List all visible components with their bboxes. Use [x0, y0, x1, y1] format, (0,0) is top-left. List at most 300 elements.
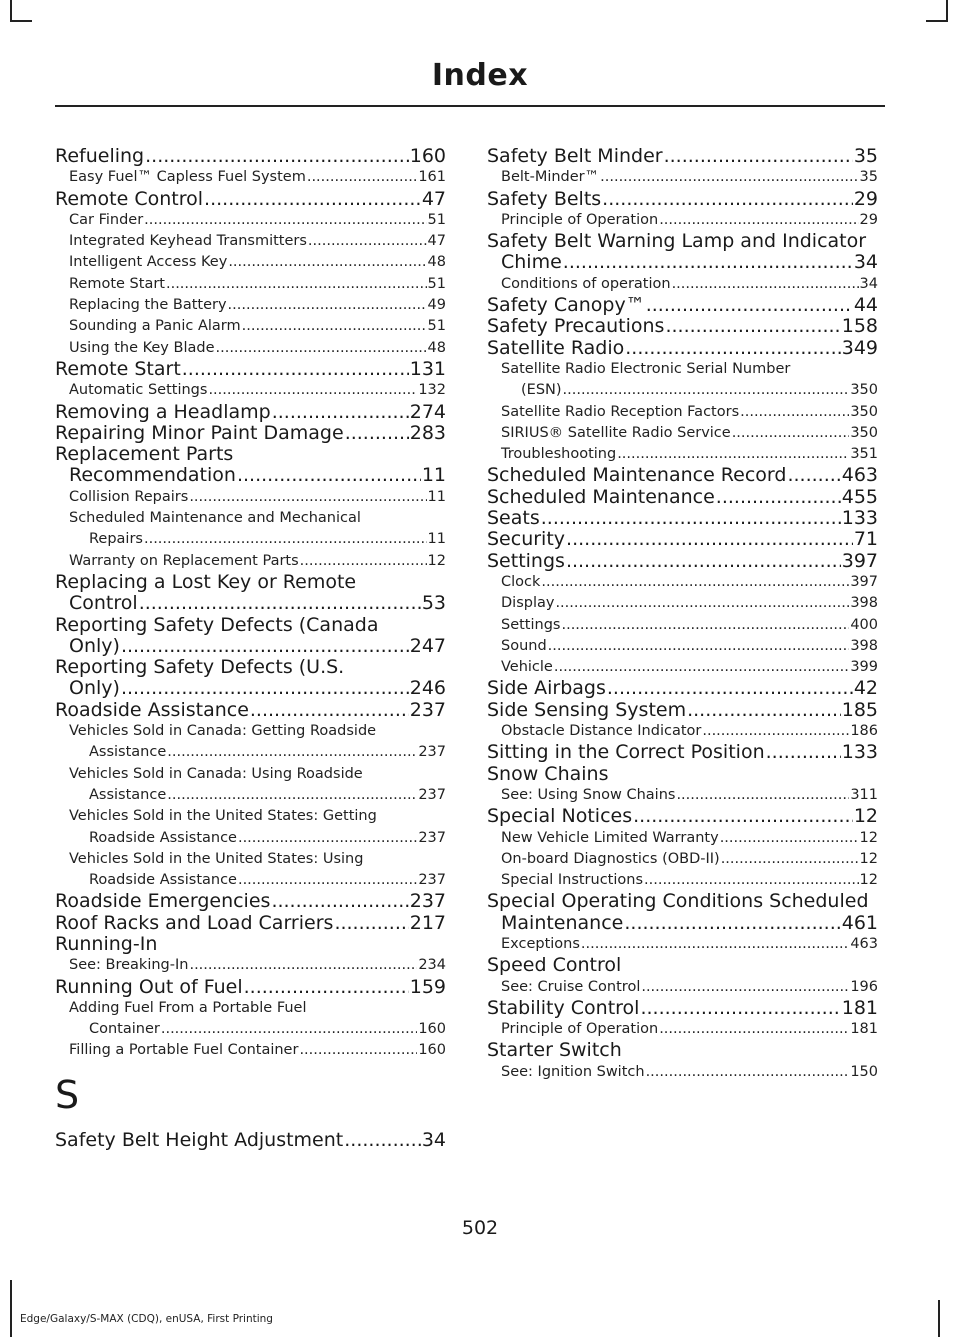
- dot-leader: [602, 189, 853, 210]
- page-ref: 48: [427, 339, 446, 356]
- dot-leader: [740, 402, 849, 423]
- page-ref: 51: [427, 211, 446, 228]
- dot-leader: [308, 231, 427, 252]
- dot-leader: [299, 1040, 417, 1061]
- dot-leader: [676, 785, 849, 806]
- dot-leader: [624, 913, 840, 934]
- dot-leader: [566, 529, 853, 550]
- index-subentry: [55, 721, 446, 764]
- entry-row: [487, 551, 878, 572]
- index-entry: [55, 700, 446, 721]
- dot-leader: [307, 167, 417, 188]
- index-entry: [487, 295, 878, 316]
- dot-leader: [625, 338, 840, 359]
- entry-row: [487, 487, 878, 508]
- entry-row: [55, 423, 446, 444]
- entry-row: [487, 742, 878, 763]
- entry-title: Security: [487, 528, 566, 551]
- dot-leader: [787, 465, 840, 486]
- footer-text: Edge/Galaxy/S-MAX (CDQ), enUSA, First Printing: [20, 1313, 273, 1325]
- page-ref: 34: [421, 1128, 446, 1151]
- entry-title: Using the Key Blade: [69, 339, 215, 356]
- dot-leader: [204, 189, 421, 210]
- entry-row: [55, 700, 446, 721]
- entry-title: Principle of Operation: [501, 211, 659, 228]
- index-column-right: [487, 146, 878, 1083]
- index-entry: [487, 700, 878, 721]
- entry-row: [487, 146, 878, 167]
- dot-leader: [563, 380, 850, 401]
- entry-title: See: Breaking-In: [69, 957, 189, 974]
- dot-leader: [563, 252, 853, 273]
- dot-leader: [641, 977, 849, 998]
- index-subentry: [487, 359, 878, 402]
- entry-row: [69, 167, 446, 188]
- entry-title: Remote Start: [55, 357, 181, 380]
- entry-title: Seats: [487, 507, 540, 530]
- index-entry: [487, 551, 878, 572]
- dot-leader: [665, 316, 840, 337]
- dot-leader: [732, 423, 850, 444]
- page-ref: 34: [853, 251, 878, 274]
- entry-title-line: Vehicles Sold in the United States: Using: [69, 850, 364, 867]
- entry-row: [55, 465, 446, 486]
- page-ref: 12: [853, 805, 878, 828]
- index-entry: [55, 402, 446, 423]
- index-subentry: [55, 210, 446, 231]
- dot-leader: [167, 785, 417, 806]
- index-subentry: [487, 870, 878, 891]
- index-entry: [487, 998, 878, 1019]
- entry-title-line: Vehicles Sold in the United States: Getting: [69, 808, 377, 825]
- page-ref: 161: [418, 169, 446, 186]
- page-ref: 397: [850, 573, 878, 590]
- entry-row: [487, 338, 878, 359]
- entry-title-line: Running-In: [55, 932, 158, 955]
- dot-leader: [271, 891, 408, 912]
- entry-row: [55, 678, 446, 699]
- entry-title: Vehicle: [501, 659, 553, 676]
- entry-title: Only): [69, 634, 120, 657]
- entry-row: [55, 1130, 446, 1151]
- page-number: 502: [461, 1217, 499, 1239]
- index-entry: [55, 891, 446, 912]
- entry-title: Assistance: [89, 744, 167, 761]
- dot-leader: [644, 870, 859, 891]
- entry-title-line: Reporting Safety Defects (Canada: [55, 613, 379, 636]
- crop-mark-top-right-v: [946, 0, 948, 22]
- entry-title: Integrated Keyhead Transmitters: [69, 233, 307, 250]
- entry-row: [69, 487, 446, 508]
- dot-leader: [216, 338, 427, 359]
- dot-leader: [189, 955, 417, 976]
- index-entry: [487, 316, 878, 337]
- entry-row: [501, 1062, 878, 1083]
- dot-leader: [344, 1130, 421, 1151]
- entry-row: [501, 402, 878, 423]
- dot-leader: [334, 913, 408, 934]
- index-subentry: [55, 380, 446, 401]
- index-subentry: [487, 977, 878, 998]
- index-subentry: [487, 572, 878, 593]
- index-subentry: [487, 636, 878, 657]
- entry-row: [55, 359, 446, 380]
- index-entry: [55, 444, 446, 487]
- page-ref: 131: [409, 357, 446, 380]
- entry-title: Satellite Radio: [487, 336, 625, 359]
- entry-title: Satellite Radio Reception Factors: [501, 403, 740, 420]
- entry-title-line: Starter Switch: [487, 1039, 622, 1062]
- entry-title: Belt-Minder™: [501, 169, 600, 186]
- page-ref: 237: [418, 744, 446, 761]
- entry-title: Roadside Assistance: [89, 829, 237, 846]
- index-subentry: [487, 1019, 878, 1040]
- entry-title: Repairing Minor Paint Damage: [55, 421, 344, 444]
- entry-row: [487, 913, 878, 934]
- page-ref: 351: [850, 446, 878, 463]
- crop-mark-top-left-v: [10, 0, 12, 22]
- entry-row: [501, 274, 878, 295]
- index-subentry: [487, 1062, 878, 1083]
- dot-leader: [555, 593, 849, 614]
- header-rule: [55, 105, 885, 107]
- dot-leader: [208, 380, 417, 401]
- index-subentry: [55, 274, 446, 295]
- entry-title: Side Airbags: [487, 677, 606, 700]
- dot-leader: [687, 700, 841, 721]
- entry-row: [69, 955, 446, 976]
- index-subentry: [487, 615, 878, 636]
- entry-row: [501, 167, 878, 188]
- entry-title: Roof Racks and Load Carriers: [55, 911, 334, 934]
- entry-row: [55, 402, 446, 423]
- index-entry: [487, 487, 878, 508]
- dot-leader: [166, 274, 427, 295]
- entry-row: [487, 998, 878, 1019]
- entry-title: Running Out of Fuel: [55, 975, 243, 998]
- index-entry: [487, 806, 878, 827]
- page-ref: 463: [850, 935, 878, 952]
- entry-title: Roadside Assistance: [55, 698, 249, 721]
- entry-row: [501, 423, 878, 444]
- dot-leader: [139, 593, 421, 614]
- page-ref: 311: [850, 786, 878, 803]
- index-entry: [487, 338, 878, 359]
- page-ref: 49: [427, 297, 446, 314]
- entry-row: [69, 252, 446, 273]
- page-ref: 237: [418, 872, 446, 889]
- entry-title: Scheduled Maintenance Record: [487, 464, 787, 487]
- entry-title: Remote Control: [55, 187, 204, 210]
- dot-leader: [640, 998, 840, 1019]
- page-ref: 29: [853, 187, 878, 210]
- entry-row: [487, 295, 878, 316]
- dot-leader: [244, 977, 409, 998]
- entry-title: Clock: [501, 573, 541, 590]
- entry-title-line: Scheduled Maintenance and Mechanical: [69, 510, 361, 527]
- entry-title: Filling a Portable Fuel Container: [69, 1042, 299, 1059]
- entry-title: Stability Control: [487, 996, 640, 1019]
- index-subentry: [55, 955, 446, 976]
- index-entry: [487, 764, 878, 785]
- entry-row: [55, 891, 446, 912]
- entry-row: [69, 274, 446, 295]
- index-subentry: [55, 849, 446, 892]
- page-ref: 150: [850, 1063, 878, 1080]
- index-subentry: [55, 338, 446, 359]
- dot-leader: [721, 849, 859, 870]
- entry-title: On-board Diagnostics (OBD-II): [501, 850, 720, 867]
- entry-row: [501, 593, 878, 614]
- entry-title: Conditions of operation: [501, 275, 671, 292]
- entry-title: See: Ignition Switch: [501, 1063, 645, 1080]
- entry-row: [487, 508, 878, 529]
- index-subentry: [55, 316, 446, 337]
- entry-title: Roadside Assistance: [89, 872, 237, 889]
- entry-title: Intelligent Access Key: [69, 254, 228, 271]
- index-subentry: [55, 295, 446, 316]
- dot-leader: [144, 210, 426, 231]
- page-ref: 160: [418, 1042, 446, 1059]
- entry-row: [55, 189, 446, 210]
- entry-row: [55, 913, 446, 934]
- index-subentry: [487, 657, 878, 678]
- entry-title: Principle of Operation: [501, 1021, 659, 1038]
- index-entry: [487, 742, 878, 763]
- page-ref: 455: [841, 485, 878, 508]
- page-ref: 237: [418, 829, 446, 846]
- index-subentry: [487, 721, 878, 742]
- page-ref: 350: [850, 403, 878, 420]
- dot-leader: [182, 359, 409, 380]
- dot-leader: [672, 274, 859, 295]
- index-subentry: [487, 785, 878, 806]
- entry-row: [55, 593, 446, 614]
- page-title: Index: [431, 58, 529, 93]
- page-ref: 29: [859, 211, 878, 228]
- dot-leader: [633, 806, 853, 827]
- entry-row: [501, 870, 878, 891]
- page-ref: 234: [418, 957, 446, 974]
- index-subentry: [487, 849, 878, 870]
- dot-leader: [345, 423, 409, 444]
- page-ref: 397: [841, 549, 878, 572]
- page-ref: 274: [409, 400, 446, 423]
- dot-leader: [720, 828, 859, 849]
- entry-row: [487, 678, 878, 699]
- dot-leader: [189, 487, 426, 508]
- page-ref: 398: [850, 637, 878, 654]
- entry-title: Sitting in the Correct Position: [487, 741, 765, 764]
- index-entry: [487, 678, 878, 699]
- page-ref: 133: [841, 741, 878, 764]
- page-ref: 51: [427, 275, 446, 292]
- entry-title: Exceptions: [501, 935, 580, 952]
- page-ref: 160: [418, 1021, 446, 1038]
- page-ref: 42: [853, 677, 878, 700]
- dot-leader: [659, 210, 858, 231]
- entry-title-line: Safety Belt Warning Lamp and Indicator: [487, 230, 867, 253]
- page-ref: 12: [859, 829, 878, 846]
- entry-title: Display: [501, 595, 555, 612]
- entry-title-line: Replacement Parts: [55, 443, 234, 466]
- dot-leader: [121, 678, 409, 699]
- crop-mark-bottom-right-v: [938, 1300, 940, 1337]
- crop-mark-top-right-h: [926, 20, 948, 22]
- index-entry: [487, 231, 878, 274]
- index-subentry: [55, 1040, 446, 1061]
- dot-leader: [659, 1019, 849, 1040]
- dot-leader: [242, 316, 427, 337]
- index-subentry: [487, 593, 878, 614]
- entry-title: Special Notices: [487, 805, 633, 828]
- page-ref: 400: [850, 616, 878, 633]
- dot-leader: [581, 934, 849, 955]
- entry-row: [69, 1019, 446, 1040]
- page-ref: 132: [418, 382, 446, 399]
- page-ref: 461: [841, 911, 878, 934]
- index-subentry: [55, 252, 446, 273]
- entry-title: Collision Repairs: [69, 488, 189, 505]
- dot-leader: [272, 402, 409, 423]
- page-ref: 185: [841, 698, 878, 721]
- entry-title: Sound: [501, 637, 547, 654]
- entry-row: [501, 849, 878, 870]
- page-ref: 12: [859, 850, 878, 867]
- index-entry: [487, 465, 878, 486]
- crop-mark-bottom-left-v: [10, 1280, 12, 1337]
- entry-title-line: Reporting Safety Defects (U.S.: [55, 656, 345, 679]
- page-ref: 12: [859, 872, 878, 889]
- page-ref: 237: [409, 698, 446, 721]
- entry-title-line: Special Operating Conditions Scheduled: [487, 890, 869, 913]
- index-subentry: [487, 402, 878, 423]
- entry-title: Refueling: [55, 145, 145, 167]
- index-subentry: [487, 828, 878, 849]
- entry-title: Obstacle Distance Indicator: [501, 723, 702, 740]
- entry-title-line: Satellite Radio Electronic Serial Number: [501, 360, 791, 377]
- entry-row: [501, 1019, 878, 1040]
- dot-leader: [237, 465, 421, 486]
- entry-title: Car Finder: [69, 211, 144, 228]
- entry-row: [487, 189, 878, 210]
- page-ref: 35: [853, 145, 878, 167]
- entry-row: [69, 742, 446, 763]
- entry-title: Safety Belts: [487, 187, 602, 210]
- entry-title: Settings: [501, 616, 561, 633]
- page-ref: 237: [418, 786, 446, 803]
- page-ref: 48: [427, 254, 446, 271]
- index-entry: [487, 955, 878, 976]
- page-ref: 217: [409, 911, 446, 934]
- page-ref: 11: [421, 464, 446, 487]
- entry-row: [69, 316, 446, 337]
- page-ref: 350: [850, 424, 878, 441]
- entry-row: [487, 252, 878, 273]
- dot-leader: [300, 551, 427, 572]
- dot-leader: [646, 1062, 850, 1083]
- entry-title: Side Sensing System: [487, 698, 687, 721]
- entry-title: Safety Belt Minder: [487, 145, 663, 167]
- entry-row: [487, 806, 878, 827]
- entry-title: Recommendation: [69, 464, 236, 487]
- dot-leader: [561, 615, 849, 636]
- page-ref: 159: [409, 975, 446, 998]
- dot-leader: [566, 551, 841, 572]
- entry-title: Maintenance: [501, 911, 624, 934]
- entry-title: Troubleshooting: [501, 446, 617, 463]
- index-entry: [55, 359, 446, 380]
- page-ref: 160: [409, 145, 446, 167]
- entry-row: [501, 380, 878, 401]
- entry-title: Container: [89, 1021, 160, 1038]
- entry-row: [69, 210, 446, 231]
- page-ref: 51: [427, 318, 446, 335]
- entry-row: [69, 231, 446, 252]
- entry-row: [487, 700, 878, 721]
- entry-row: [501, 636, 878, 657]
- entry-title-line: Speed Control: [487, 954, 622, 977]
- index-entry: [55, 189, 446, 210]
- index-subentry: [55, 551, 446, 572]
- page-ref: 71: [853, 528, 878, 551]
- page-ref: 47: [421, 187, 446, 210]
- page-ref: 399: [850, 659, 878, 676]
- entry-title: Remote Start: [69, 275, 165, 292]
- entry-row: [55, 636, 446, 657]
- index-subentry: [487, 934, 878, 955]
- entry-title: Repairs: [89, 531, 143, 548]
- index-entry: [487, 508, 878, 529]
- page-ref: 11: [427, 488, 446, 505]
- entry-title: SIRIUS® Satellite Radio Service: [501, 424, 731, 441]
- entry-row: [69, 870, 446, 891]
- index-subentry: [55, 764, 446, 807]
- dot-leader: [702, 721, 849, 742]
- entry-row: [69, 785, 446, 806]
- index-entry: [55, 977, 446, 998]
- index-entry: [487, 1040, 878, 1061]
- index-subentry: [55, 806, 446, 849]
- page-ref: 246: [409, 677, 446, 700]
- entry-row: [69, 828, 446, 849]
- dot-leader: [238, 870, 417, 891]
- entry-title: New Vehicle Limited Warranty: [501, 829, 719, 846]
- index-entry: [55, 1130, 446, 1151]
- index-entry: [55, 572, 446, 615]
- index-subentry: [55, 487, 446, 508]
- entry-row: [487, 529, 878, 550]
- entry-title-line: Replacing a Lost Key or Remote: [55, 570, 357, 593]
- dot-leader: [228, 252, 426, 273]
- dot-leader: [646, 295, 853, 316]
- page-ref: 237: [409, 890, 446, 913]
- entry-title: Scheduled Maintenance: [487, 485, 715, 508]
- page-ref: 196: [850, 978, 878, 995]
- dot-leader: [548, 636, 850, 657]
- entry-row: [501, 828, 878, 849]
- entry-row: [69, 1040, 446, 1061]
- entry-title: Roadside Emergencies: [55, 890, 271, 913]
- entry-title: Safety Belt Height Adjustment: [55, 1128, 344, 1151]
- dot-leader: [554, 657, 849, 678]
- index-column-left: [55, 146, 446, 1151]
- entry-title: Warranty on Replacement Parts: [69, 552, 299, 569]
- page-ref: 350: [850, 382, 878, 399]
- index-subentry: [55, 231, 446, 252]
- index-subentry: [55, 508, 446, 551]
- dot-leader: [145, 146, 409, 167]
